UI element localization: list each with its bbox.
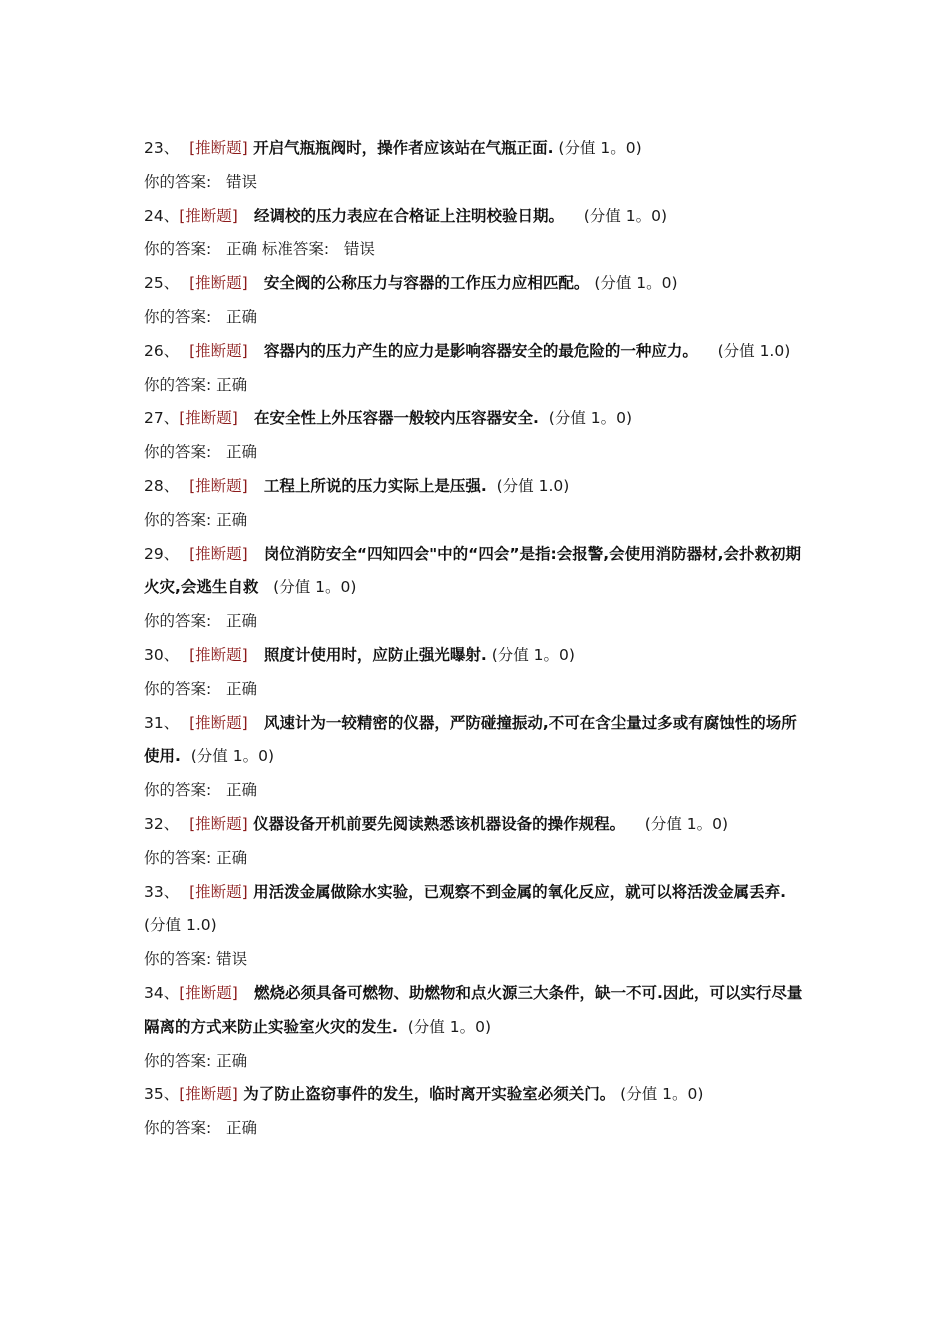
question-item bbox=[144, 335, 804, 403]
question-score: (分值 1。0) bbox=[625, 814, 729, 833]
question-score: (分值 1。0) bbox=[180, 747, 274, 766]
question-text: 燃烧必须具备可燃物、助燃物和点火源三大条件，缺一不可.因此，可以实行尽量隔离的方式来防止实验室火灾的发生. bbox=[144, 983, 803, 1036]
question-type-tag: [推断题] bbox=[179, 206, 238, 225]
question-type-tag: [推断题] bbox=[189, 713, 248, 732]
question-score: (分值 1。0) bbox=[258, 578, 357, 597]
question-text: 风速计为一较精密的仪器，严防碰撞振动,不可在含尘量过多或有腐蚀性的场所使用. bbox=[144, 713, 797, 766]
answer-line: 你的答案: 正确 bbox=[144, 443, 258, 462]
question-item bbox=[144, 707, 804, 808]
question-line bbox=[144, 707, 804, 775]
question-type-tag: [推断题] bbox=[179, 409, 238, 428]
question-type-tag: [推断题] bbox=[179, 983, 238, 1002]
question-type-tag: [推断题] bbox=[189, 476, 248, 495]
question-item bbox=[144, 977, 804, 1078]
question-item bbox=[144, 267, 804, 335]
question-score: (分值 1.0) bbox=[486, 476, 570, 495]
question-number: 28、 bbox=[144, 476, 190, 495]
question-number: 33、 bbox=[144, 882, 190, 901]
question-text: 经调校的压力表应在合格证上注明校验日期。 bbox=[237, 206, 565, 225]
question-type-tag: [推断题] bbox=[179, 1085, 238, 1104]
question-score: (分值 1。0) bbox=[589, 274, 678, 293]
question-type-tag: [推断题] bbox=[189, 544, 248, 563]
answer-line: 你的答案: 错误 bbox=[144, 950, 248, 969]
answer-line: 你的答案: 正确 bbox=[144, 1119, 258, 1138]
answer-line: 你的答案: 正确 bbox=[144, 510, 248, 529]
question-number: 31、 bbox=[144, 713, 190, 732]
question-item bbox=[144, 132, 804, 200]
question-score: (分值 1。0) bbox=[615, 1085, 704, 1104]
answer-line: 你的答案: 正确 标准答案: 错误 bbox=[144, 240, 375, 259]
question-item bbox=[144, 200, 804, 268]
question-type-tag: [推断题] bbox=[189, 274, 248, 293]
question-number: 23、 bbox=[144, 139, 190, 157]
question-type-tag: [推断题] bbox=[189, 645, 248, 664]
question-line bbox=[144, 1078, 804, 1112]
answer-line: 你的答案: 正确 bbox=[144, 1051, 248, 1070]
question-text: 用活泼金属做除水实验，已观察不到金属的氧化反应，就可以将活泼金属丢弃. bbox=[247, 882, 786, 901]
question-score: (分值 1.0) bbox=[697, 341, 791, 360]
question-score: (分值 1.0) bbox=[144, 882, 791, 935]
question-number: 32、 bbox=[144, 814, 190, 833]
question-score: (分值 1。0) bbox=[397, 1017, 491, 1036]
question-number: 25、 bbox=[144, 274, 190, 293]
question-score: (分值 1。0) bbox=[564, 206, 667, 225]
question-type-tag: [推断题] bbox=[189, 341, 248, 360]
question-type-tag: [推断题] bbox=[189, 882, 248, 901]
question-line bbox=[144, 538, 804, 606]
question-line bbox=[144, 132, 804, 166]
question-line bbox=[144, 808, 804, 842]
answer-line: 你的答案: 正确 bbox=[144, 848, 248, 867]
question-number: 34、 bbox=[144, 983, 180, 1002]
answer-line: 你的答案: 错误 bbox=[144, 172, 258, 191]
question-item bbox=[144, 639, 804, 707]
question-score: (分值 1。0) bbox=[538, 409, 633, 428]
question-line bbox=[144, 200, 804, 234]
question-text: 岗位消防安全“四知四会"中的“四会”是指:会报警,会使用消防器材,会扑救初期火灾,会逃生自救 bbox=[144, 544, 801, 597]
question-number: 29、 bbox=[144, 544, 190, 563]
question-item bbox=[144, 402, 804, 470]
question-number: 35、 bbox=[144, 1085, 180, 1104]
question-score: (分值 1。0) bbox=[486, 645, 575, 664]
question-list bbox=[144, 132, 804, 1146]
question-type-tag: [推断题] bbox=[189, 814, 248, 833]
question-line bbox=[144, 402, 804, 436]
answer-line: 你的答案: 正确 bbox=[144, 375, 248, 394]
question-number: 24、 bbox=[144, 206, 180, 225]
question-text: 工程上所说的压力实际上是压强. bbox=[247, 476, 487, 495]
answer-line: 你的答案: 正确 bbox=[144, 781, 258, 800]
question-item bbox=[144, 1078, 804, 1146]
answer-line: 你的答案: 正确 bbox=[144, 679, 258, 698]
question-text: 容器内的压力产生的应力是影响容器安全的最危险的一种应力。 bbox=[247, 341, 698, 360]
question-text: 仪器设备开机前要先阅读熟悉该机器设备的操作规程。 bbox=[247, 814, 626, 833]
question-number: 27、 bbox=[144, 409, 180, 428]
question-line bbox=[144, 335, 804, 369]
question-number: 26、 bbox=[144, 341, 190, 360]
question-type-tag: [推断题] bbox=[189, 139, 248, 157]
question-line bbox=[144, 470, 804, 504]
answer-line: 你的答案: 正确 bbox=[144, 307, 258, 326]
question-score: (分值 1。0) bbox=[553, 139, 642, 157]
question-number: 30、 bbox=[144, 645, 190, 664]
question-text: 安全阀的公称压力与容器的工作压力应相匹配。 bbox=[247, 274, 590, 293]
question-item bbox=[144, 876, 804, 977]
question-line bbox=[144, 639, 804, 673]
question-line bbox=[144, 876, 804, 944]
question-text: 开启气瓶瓶阀时，操作者应该站在气瓶正面. bbox=[247, 139, 554, 157]
question-item bbox=[144, 808, 804, 876]
question-item bbox=[144, 538, 804, 639]
question-text: 为了防止盗窃事件的发生，临时离开实验室必须关门。 bbox=[237, 1085, 616, 1104]
question-line bbox=[144, 977, 804, 1045]
question-text: 在安全性上外压容器一般较内压容器安全. bbox=[237, 409, 539, 428]
question-text: 照度计使用时，应防止强光曝射. bbox=[247, 645, 487, 664]
answer-line: 你的答案: 正确 bbox=[144, 612, 258, 631]
question-item bbox=[144, 470, 804, 538]
question-line bbox=[144, 267, 804, 301]
